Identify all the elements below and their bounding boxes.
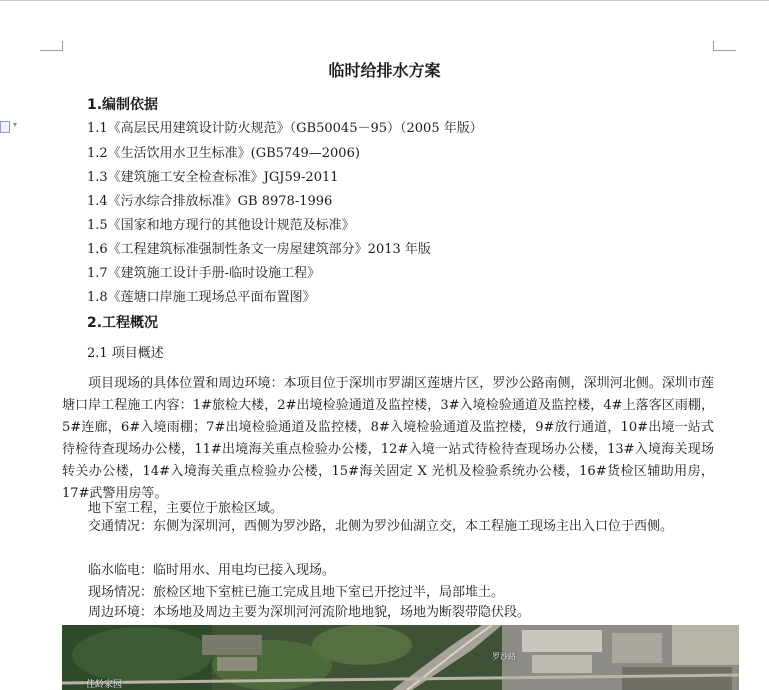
project-description-paragraph: 项目现场的具体位置和周边环境：本项目位于深圳市罗湖区莲塘片区，罗沙公路南侧，深圳河北侧。深圳市莲塘口岸工程施工内容：1#旅检大楼，2#出境检验通道及监控楼，3#入境检验通道及监控楼，4#上落客区雨棚，5#连廊，6#入境雨棚；7#出境检验通道及监控楼，8#入境检验通道及监控楼，9#放行通道，10#出境一站式待检待查现场办公楼，11#出境海关重点检验办公楼，12#入境一站式待检待查现场办公楼，13#入境海关现场转关办公楼，14#入境海关重点检验办公楼，15#海关固定 X 光机及检验系统办公楼，16#货检区辅助用房，17#武警用房等。 — [62, 376, 714, 501]
reference-item: 1.4《污水综合排放标准》GB 8978-1996 — [87, 194, 333, 209]
reference-item: 1.6《工程建筑标准强制性条文一房屋建筑部分》2013 年版 — [87, 242, 431, 257]
margin-corner-top-left — [40, 41, 63, 51]
site-status-line: 现场情况：旅检区地下室桩已施工完成且地下室已开挖过半，局部堆土。 — [88, 585, 505, 600]
section-heading-basis: 1.编制依据 — [87, 97, 159, 113]
map-label-left: 佳龄家园 — [86, 680, 123, 690]
reference-item: 1.3《建筑施工安全检查标准》JGJ59-2011 — [87, 170, 339, 185]
page-top-border — [0, 0, 769, 1]
traffic-paragraph: 交通情况：东侧为深圳河，西侧为罗沙路，北侧为罗沙仙湖立交，本工程施工现场主出入口位于西侧。 — [88, 519, 674, 534]
reference-item: 1.5《国家和地方现行的其他设计规范及标准》 — [87, 218, 355, 233]
utilities-line: 临水临电：临时用水、用电均已接入现场。 — [88, 563, 336, 578]
reference-item: 1.1《高层民用建筑设计防火规范》（GB50045－95）（2005 年版） — [87, 121, 483, 136]
reference-item: 1.2《生活饮用水卫生标准》(GB5749—2006) — [87, 146, 360, 161]
document-icon — [0, 121, 10, 133]
margin-corner-top-right — [713, 41, 736, 51]
side-document-menu[interactable] — [0, 121, 22, 133]
dropdown-arrow-icon: ▾ — [13, 120, 18, 129]
document-title: 临时给排水方案 — [328, 61, 441, 80]
reference-item: 1.7《建筑施工设计手册-临时设施工程》 — [87, 266, 321, 281]
satellite-map-image — [62, 625, 739, 690]
basement-line: 地下室工程，主要位于旅检区域。 — [88, 501, 284, 516]
surroundings-line: 周边环境：本场地及周边主要为深圳河河流阶地地貌，场地为断裂带隐伏段。 — [88, 605, 531, 620]
sub-heading-project-overview: 2.1 项目概述 — [87, 346, 164, 361]
map-label-road: 罗沙路 — [492, 652, 516, 661]
satellite-map-drawing — [62, 625, 739, 690]
section-heading-overview: 2.工程概况 — [87, 315, 159, 331]
reference-item: 1.8《莲塘口岸施工现场总平面布置图》 — [87, 290, 316, 305]
